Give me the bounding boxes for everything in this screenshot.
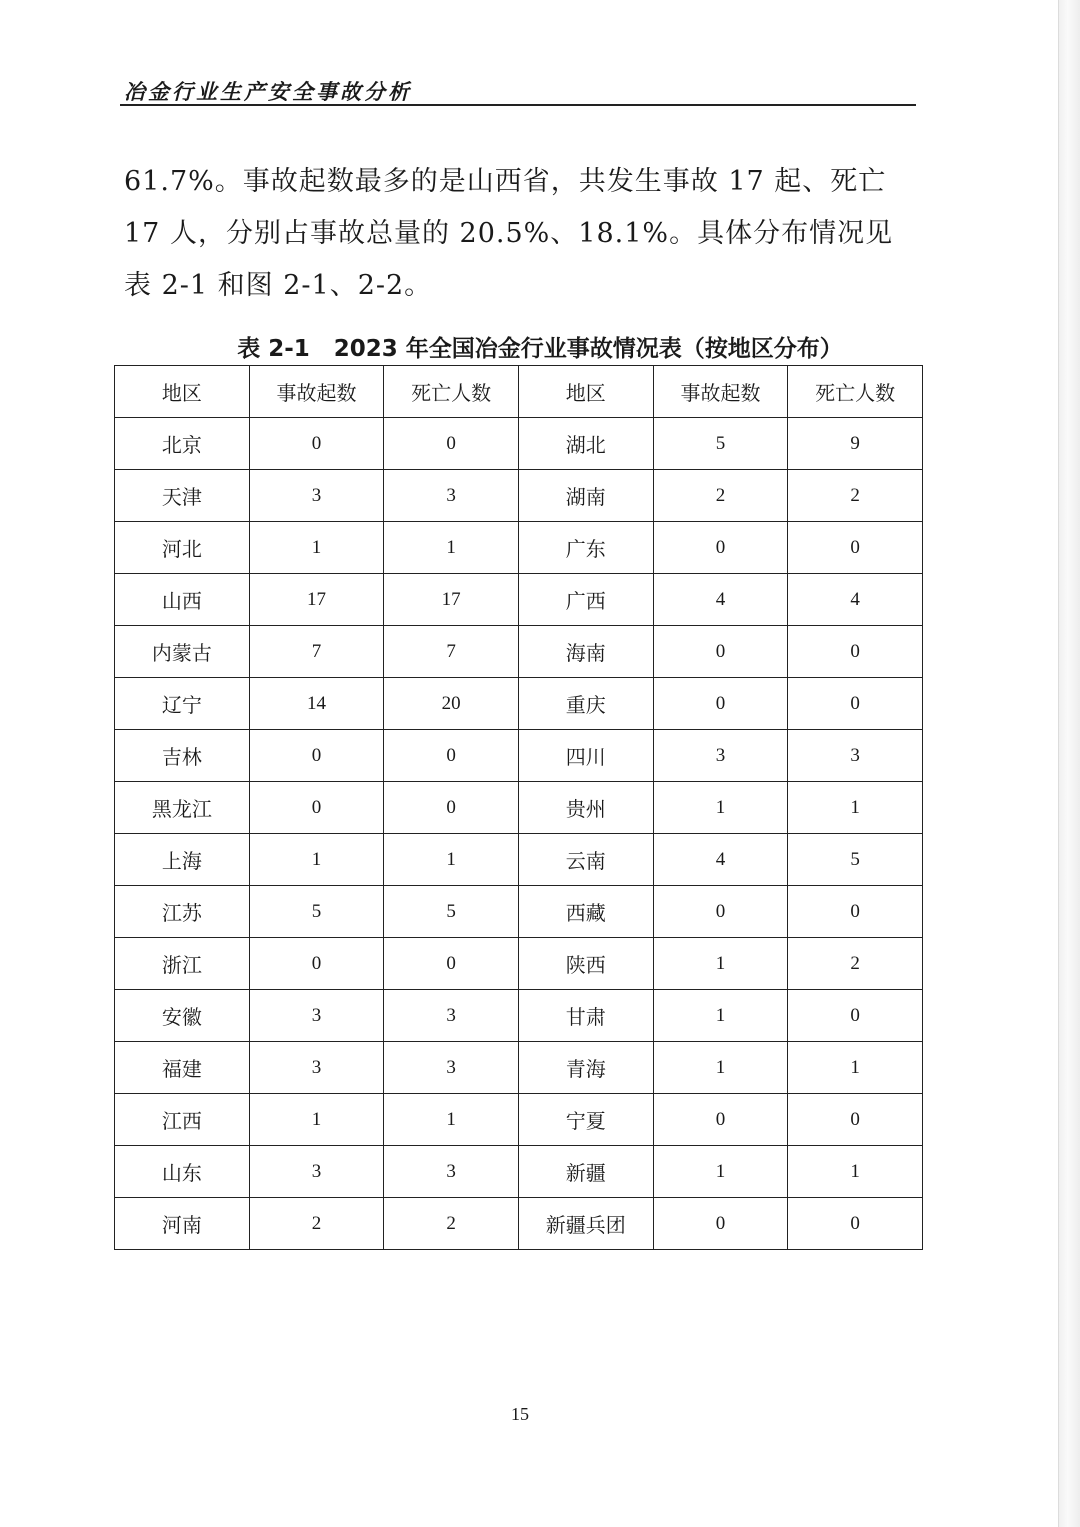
cell-region-left: 天津 [115,470,250,522]
cell-deaths-left: 3 [384,1042,519,1094]
table-row [115,730,923,782]
cell-region-left: 安徽 [115,990,250,1042]
cell-deaths-right: 1 [788,1146,923,1198]
cell-deaths-right: 2 [788,470,923,522]
cell-accidents-right: 0 [653,522,788,574]
page-number: 15 [511,1404,529,1424]
table-row [115,834,923,886]
cell-deaths-right: 1 [788,1042,923,1094]
cell-deaths-left: 20 [384,678,519,730]
table-row [115,990,923,1042]
cell-region-right: 广东 [518,522,653,574]
cell-deaths-right: 0 [788,1198,923,1250]
table-caption [0,330,1080,363]
cell-region-left: 河南 [115,1198,250,1250]
cell-region-right: 甘肃 [518,990,653,1042]
table-row [115,574,923,626]
accident-table [114,365,923,1250]
cell-accidents-right: 3 [653,730,788,782]
cell-accidents-left: 17 [249,574,384,626]
cell-region-right: 广西 [518,574,653,626]
cell-accidents-right: 0 [653,678,788,730]
cell-accidents-left: 2 [249,1198,384,1250]
cell-accidents-left: 0 [249,782,384,834]
cell-deaths-left: 0 [384,418,519,470]
table-row [115,678,923,730]
cell-deaths-left: 0 [384,782,519,834]
table-body [115,418,923,1250]
cell-accidents-left: 1 [249,834,384,886]
cell-accidents-left: 3 [249,1146,384,1198]
cell-region-right: 新疆兵团 [518,1198,653,1250]
cell-region-left: 吉林 [115,730,250,782]
cell-deaths-left: 0 [384,730,519,782]
cell-region-left: 福建 [115,1042,250,1094]
table-row [115,418,923,470]
cell-region-left: 江苏 [115,886,250,938]
header-region-left: 地区 [115,366,250,418]
cell-accidents-right: 1 [653,990,788,1042]
header-rule [120,104,916,106]
cell-deaths-right: 2 [788,938,923,990]
cell-region-right: 宁夏 [518,1094,653,1146]
cell-region-right: 湖北 [518,418,653,470]
header-accidents-left: 事故起数 [249,366,384,418]
cell-deaths-left: 1 [384,834,519,886]
cell-accidents-left: 3 [249,1042,384,1094]
cell-accidents-left: 3 [249,470,384,522]
cell-deaths-right: 0 [788,1094,923,1146]
cell-deaths-left: 1 [384,522,519,574]
header-accidents-right: 事故起数 [653,366,788,418]
cell-accidents-right: 0 [653,626,788,678]
table-row [115,782,923,834]
cell-region-left: 辽宁 [115,678,250,730]
cell-deaths-right: 9 [788,418,923,470]
cell-accidents-left: 0 [249,418,384,470]
cell-region-right: 云南 [518,834,653,886]
cell-deaths-right: 5 [788,834,923,886]
cell-region-right: 青海 [518,1042,653,1094]
table-row [115,626,923,678]
cell-deaths-left: 3 [384,1146,519,1198]
cell-accidents-left: 1 [249,1094,384,1146]
cell-deaths-right: 0 [788,886,923,938]
cell-deaths-right: 0 [788,626,923,678]
table-row [115,470,923,522]
cell-accidents-right: 0 [653,1094,788,1146]
table-row [115,886,923,938]
cell-accidents-right: 4 [653,574,788,626]
table-caption-title: 2023 年全国冶金行业事故情况表（按地区分布） [333,336,843,362]
cell-accidents-right: 1 [653,782,788,834]
cell-accidents-left: 3 [249,990,384,1042]
cell-region-right: 贵州 [518,782,653,834]
cell-deaths-right: 0 [788,678,923,730]
cell-accidents-left: 0 [249,730,384,782]
page-edge-shadow [1058,0,1080,1527]
table-row [115,938,923,990]
cell-region-left: 山西 [115,574,250,626]
cell-deaths-right: 3 [788,730,923,782]
cell-accidents-left: 0 [249,938,384,990]
cell-region-right: 西藏 [518,886,653,938]
cell-accidents-right: 1 [653,938,788,990]
cell-region-left: 山东 [115,1146,250,1198]
cell-deaths-left: 17 [384,574,519,626]
cell-deaths-left: 3 [384,470,519,522]
cell-region-right: 陕西 [518,938,653,990]
cell-accidents-left: 7 [249,626,384,678]
cell-deaths-left: 1 [384,1094,519,1146]
cell-region-right: 海南 [518,626,653,678]
cell-region-left: 江西 [115,1094,250,1146]
cell-accidents-right: 2 [653,470,788,522]
header-region-right: 地区 [518,366,653,418]
cell-region-right: 重庆 [518,678,653,730]
cell-deaths-right: 1 [788,782,923,834]
table-caption-number: 表 2-1 [237,336,310,362]
cell-deaths-right: 0 [788,522,923,574]
cell-accidents-right: 1 [653,1042,788,1094]
cell-deaths-right: 4 [788,574,923,626]
cell-region-left: 北京 [115,418,250,470]
cell-region-left: 上海 [115,834,250,886]
cell-deaths-right: 0 [788,990,923,1042]
cell-region-right: 湖南 [518,470,653,522]
cell-deaths-left: 2 [384,1198,519,1250]
table-row [115,1094,923,1146]
cell-accidents-left: 5 [249,886,384,938]
table-row [115,1198,923,1250]
table-header-row [115,366,923,418]
cell-deaths-left: 3 [384,990,519,1042]
cell-region-right: 新疆 [518,1146,653,1198]
cell-deaths-left: 5 [384,886,519,938]
cell-region-left: 黑龙江 [115,782,250,834]
running-header: 冶金行业生产安全事故分析 [124,79,412,104]
cell-accidents-right: 1 [653,1146,788,1198]
cell-region-left: 浙江 [115,938,250,990]
table-row [115,522,923,574]
cell-accidents-right: 4 [653,834,788,886]
cell-accidents-right: 0 [653,886,788,938]
table-row [115,1042,923,1094]
cell-accidents-right: 0 [653,1198,788,1250]
cell-accidents-left: 1 [249,522,384,574]
cell-deaths-left: 0 [384,938,519,990]
cell-region-left: 河北 [115,522,250,574]
cell-region-right: 四川 [518,730,653,782]
table-row [115,1146,923,1198]
cell-deaths-left: 7 [384,626,519,678]
cell-accidents-left: 14 [249,678,384,730]
cell-accidents-right: 5 [653,418,788,470]
header-deaths-left: 死亡人数 [384,366,519,418]
header-deaths-right: 死亡人数 [788,366,923,418]
cell-region-left: 内蒙古 [115,626,250,678]
body-paragraph: 61.7%。事故起数最多的是山西省，共发生事故 17 起、死亡 17 人，分别占事故总量的 20.5%、18.1%。具体分布情况见表 2-1 和图 2-1、2-2。 [124,166,894,301]
